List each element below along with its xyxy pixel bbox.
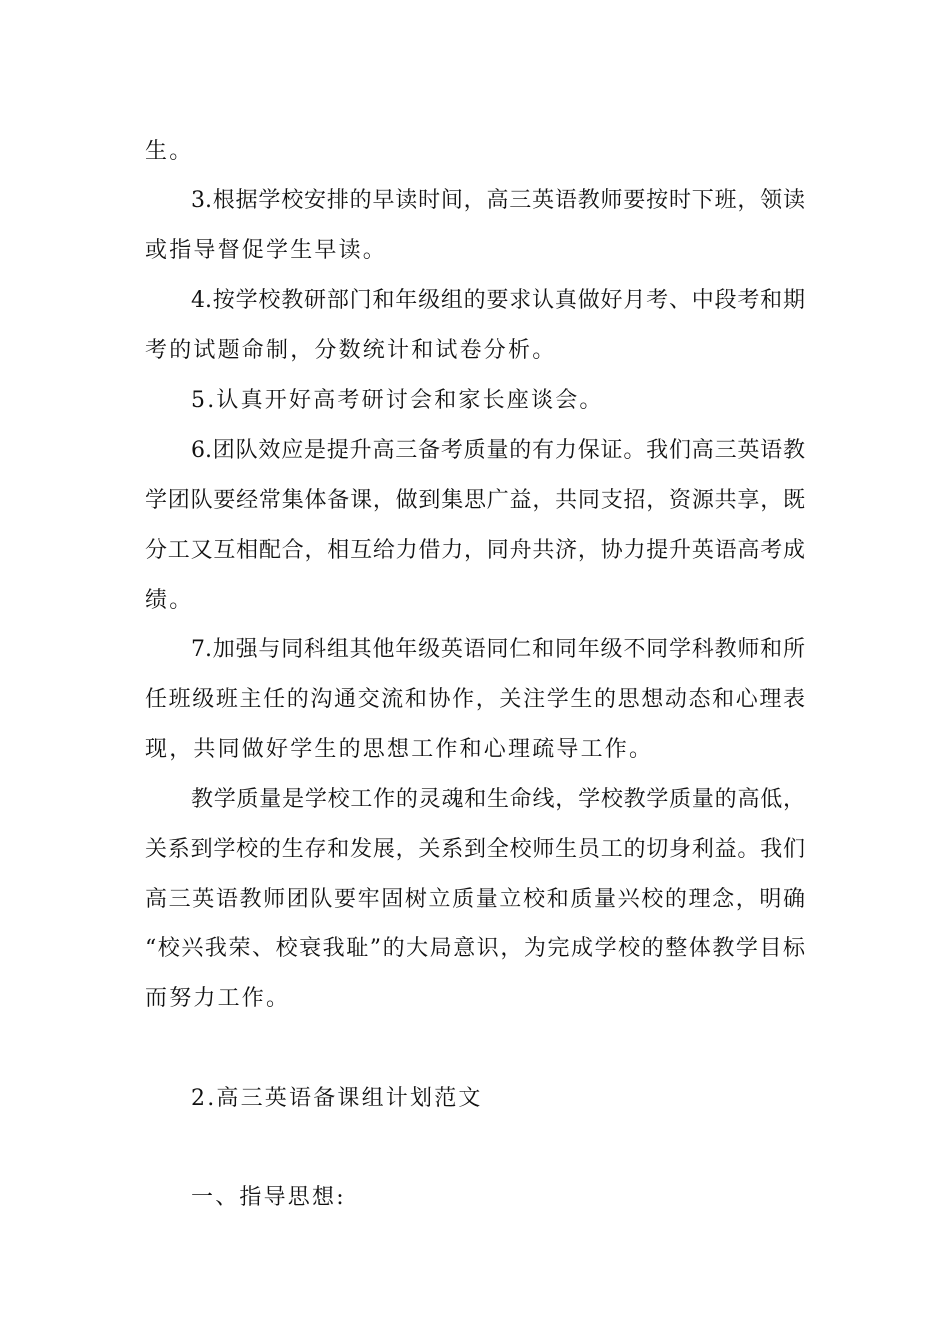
- text-line: 5.认真开好高考研讨会和家长座谈会。: [191, 388, 604, 413]
- section-heading: 2.高三英语备课组计划范文: [191, 1086, 483, 1111]
- text-line: 3.根据学校安排的早读时间，高三英语教师要按时下班，领读: [191, 188, 805, 213]
- text-line: 关系到学校的生存和发展，关系到全校师生员工的切身利益。我们: [145, 837, 805, 862]
- text-line: 而努力工作。: [145, 986, 291, 1011]
- text-line: 考的试题命制，分数统计和试卷分析。: [145, 338, 557, 363]
- text-line: 现，共同做好学生的思想工作和心理疏导工作。: [145, 737, 654, 762]
- text-line: 分工又互相配合，相互给力借力，同舟共济，协力提升英语高考成: [145, 538, 805, 563]
- section-subheading: 一、指导思想:: [191, 1185, 346, 1210]
- text-line: 高三英语教师团队要牢固树立质量立校和质量兴校的理念，明确: [145, 887, 805, 912]
- text-line: 6.团队效应是提升高三备考质量的有力保证。我们高三英语教: [191, 438, 805, 463]
- text-line: 或指导督促学生早读。: [145, 238, 388, 263]
- text-line: 学团队要经常集体备课，做到集思广益，共同支招，资源共享，既: [145, 488, 805, 513]
- text-line: 绩。: [145, 588, 194, 613]
- text-line: 教学质量是学校工作的灵魂和生命线，学校教学质量的高低，: [191, 787, 805, 812]
- text-line: 4.按学校教研部门和年级组的要求认真做好月考、中段考和期: [191, 288, 805, 313]
- text-line: “校兴我荣、校衰我耻”的大局意识，为完成学校的整体教学目标: [145, 936, 805, 961]
- text-line: 生。: [145, 139, 194, 164]
- text-line: 任班级班主任的沟通交流和协作，关注学生的思想动态和心理表: [145, 687, 805, 712]
- text-line: 7.加强与同科组其他年级英语同仁和同年级不同学科教师和所: [191, 637, 805, 662]
